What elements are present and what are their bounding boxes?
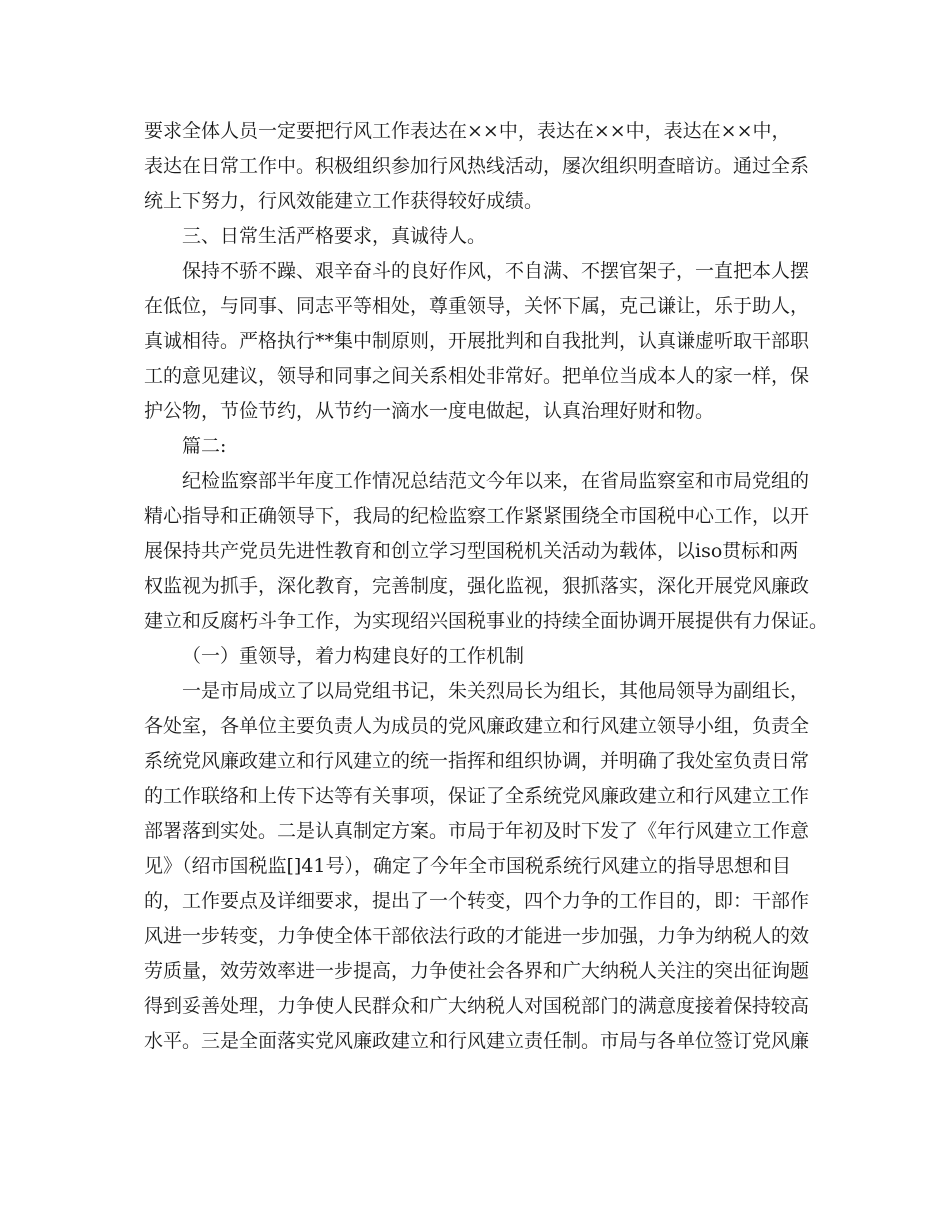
text-line: 权监视为抓手，深化教育，完善制度，强化监视，狠抓落实，深化开展党风廉政 — [144, 575, 810, 597]
text-line: 部署落到实处。二是认真制定方案。市局于年初及时下发了《年行风建立工作意 — [144, 820, 810, 842]
text-line: 的工作联络和上传下达等有关事项，保证了全系统党风廉政建立和行风建立工作 — [144, 785, 810, 807]
text-line: 统上下努力，行风效能建立工作获得较好成绩。 — [144, 190, 544, 212]
text-line: 三、日常生活严格要求，真诚待人。 — [182, 225, 487, 247]
text-line: 展保持共产党员先进性教育和创立学习型国税机关活动为载体，以iso贯标和两 — [144, 540, 799, 562]
text-line: 风进一步转变，力争使全体干部依法行政的才能进一步加强，力争为纳税人的效 — [144, 925, 810, 947]
text-line: 的，工作要点及详细要求，提出了一个转变，四个力争的工作目的，即：干部作 — [144, 890, 810, 912]
text-line: 工的意见建议，领导和同事之间关系相处非常好。把单位当成本人的家一样，保 — [144, 365, 810, 387]
text-line: 纪检监察部半年度工作情况总结范文今年以来，在省局监察室和市局党组的 — [182, 470, 810, 492]
text-line: 护公物，节俭节约，从节约一滴水一度电做起，认真治理好财和物。 — [144, 400, 715, 422]
text-line: 表达在日常工作中。积极组织参加行风热线活动，屡次组织明查暗访。通过全系 — [144, 155, 810, 177]
text-line: 见》（绍市国税监[]41号），确定了今年全市国税系统行风建立的指导思想和目 — [144, 855, 792, 877]
text-line: 系统党风廉政建立和行风建立的统一指挥和组织协调，并明确了我处室负责日常 — [144, 750, 810, 772]
text-line: 各处室，各单位主要负责人为成员的党风廉政建立和行风建立领导小组，负责全 — [144, 715, 810, 737]
text-line: 精心指导和正确领导下，我局的纪检监察工作紧紧围绕全市国税中心工作，以开 — [144, 505, 810, 527]
text-line: 建立和反腐朽斗争工作，为实现绍兴国税事业的持续全面协调开展提供有力保证。 — [144, 610, 829, 632]
text-line: 真诚相待。严格执行**集中制原则，开展批判和自我批判，认真谦虚听取干部职 — [144, 330, 810, 352]
text-line: 保持不骄不躁、艰辛奋斗的良好作风，不自满、不摆官架子，一直把本人摆 — [182, 260, 810, 282]
document-body — [144, 114, 829, 1059]
text-line: 劳质量，效劳效率进一步提高，力争使社会各界和广大纳税人关注的突出征询题 — [144, 960, 810, 982]
text-line: （一）重领导，着力构建良好的工作机制 — [182, 645, 525, 667]
text-line: 在低位，与同事、同志平等相处，尊重领导，关怀下属，克己谦让，乐于助人， — [144, 295, 810, 317]
text-line: 一是市局成立了以局党组书记，朱关烈局长为组长，其他局领导为副组长， — [182, 680, 810, 702]
text-line: 要求全体人员一定要把行风工作表达在××中，表达在××中，表达在××中， — [144, 120, 791, 142]
text-line: 得到妥善处理，力争使人民群众和广大纳税人对国税部门的满意度接着保持较高 — [144, 995, 810, 1017]
text-line: 水平。三是全面落实党风廉政建立和行风建立责任制。市局与各单位签订党风廉 — [144, 1030, 810, 1052]
text-line: 篇二: — [182, 435, 227, 457]
